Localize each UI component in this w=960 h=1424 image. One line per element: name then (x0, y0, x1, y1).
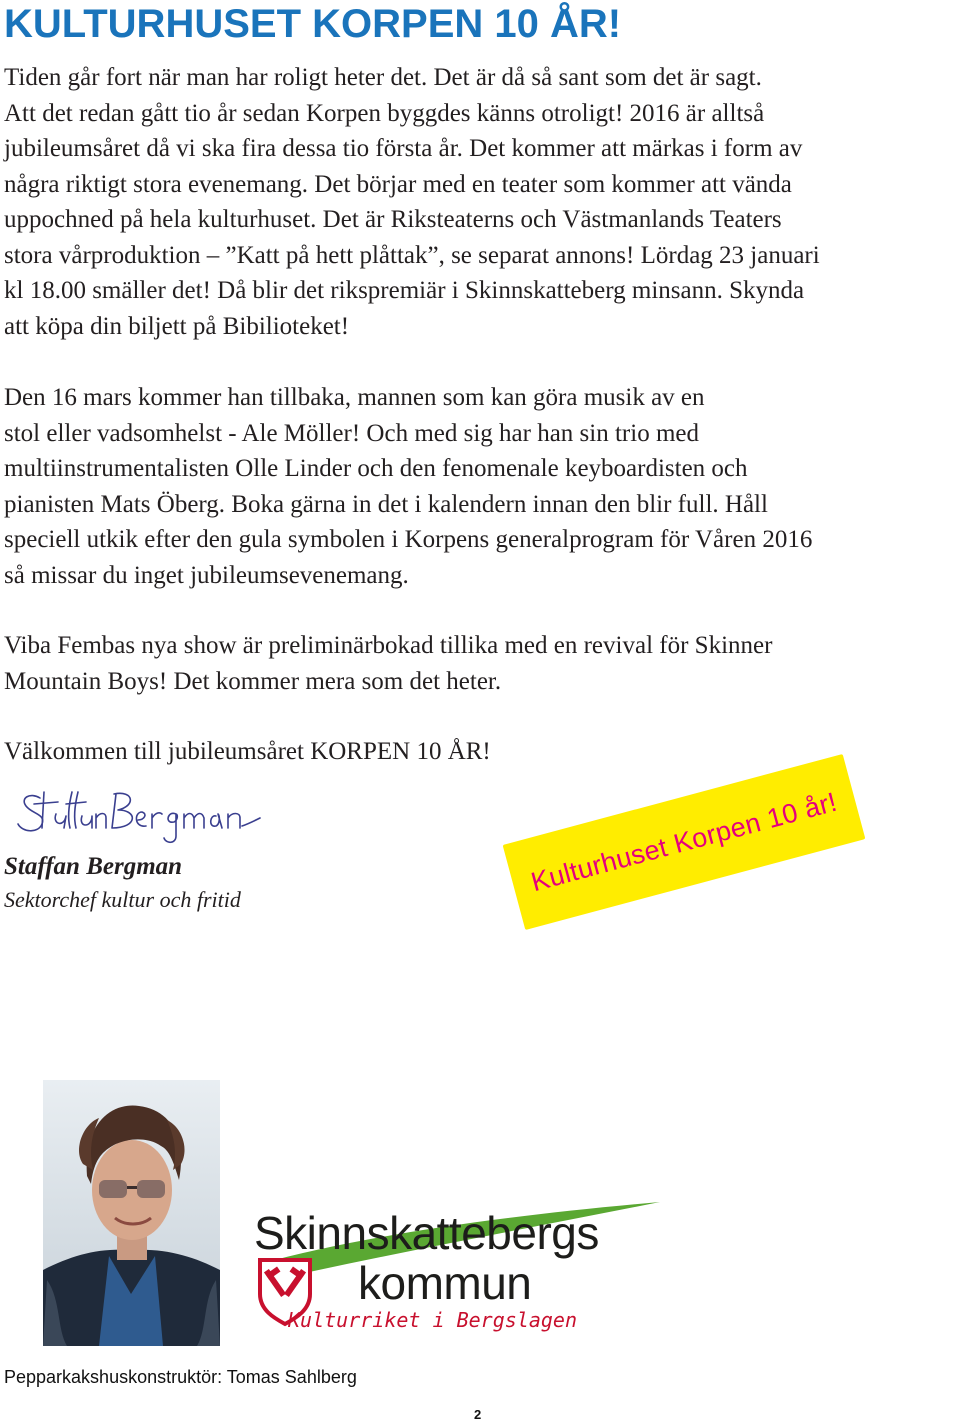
text-line: så missar du inget jubileumsevenemang. (4, 561, 409, 589)
page-title: KULTURHUSET KORPEN 10 ÅR! (4, 2, 622, 46)
logo-tagline: Kulturriket i Bergslagen (288, 1308, 577, 1332)
signatory-name: Staffan Bergman (4, 853, 183, 880)
portrait-photo (43, 1080, 220, 1346)
text-line: pianisten Mats Öberg. Boka gärna in det i kalendern innan den blir full. Håll (4, 490, 768, 518)
text-line: multiinstrumentalisten Olle Linder och den fenomenale keyboardisten och (4, 455, 748, 482)
text-line: Välkommen till jubileumsåret KORPEN 10 ÅR! (4, 738, 491, 765)
text-line: stora vårproduktion – ”Katt på hett plåttak”, se separat annons! Lördag 23 januari (4, 241, 820, 269)
body-paragraph-concert (4, 380, 812, 593)
text-line: Tiden går fort när man har roligt heter det. Det är då så sant som det är sagt. (4, 64, 762, 91)
photo-caption: Pepparkakshuskonstruktör: Tomas Sahlberg (4, 1367, 357, 1387)
text-line: jubileumsåret då vi ska fira dessa tio första år. Det kommer att märkas i form av (4, 135, 803, 162)
body-paragraph-show (4, 628, 772, 699)
text-line: speciell utkik efter den gula symbolen i Korpens generalprogram för Våren 2016 (4, 526, 813, 553)
page-number: 2 (474, 1407, 482, 1422)
text-line: Att det redan gått tio år sedan Korpen byggdes känns otroligt! 2016 är alltså (4, 99, 765, 127)
text-line: uppochned på hela kulturhuset. Det är Riksteaterns och Västmanlands Teaters (4, 206, 782, 233)
signatory-title: Sektorchef kultur och fritid (4, 887, 241, 912)
text-line: att köpa din biljett på Bibilioteket! (4, 312, 350, 340)
text-line: några riktigt stora evenemang. Det börjar med en teater som kommer att vända (4, 170, 792, 198)
handwritten-signature (12, 784, 262, 848)
text-line: stol eller vadsomhelst - Ale Möller! Och med sig har han sin trio med (4, 419, 699, 447)
text-line: Viba Fembas nya show är preliminärbokad tillika med en revival för Skinner (4, 632, 773, 659)
text-line: Den 16 mars kommer han tillbaka, mannen som kan göra musik av en (4, 384, 705, 411)
municipality-logo (240, 1196, 670, 1346)
sticker-text: Kulturhuset Korpen 10 år! (527, 786, 840, 897)
anniversary-sticker (503, 754, 866, 930)
text-line: kl 18.00 smäller det! Då blir det rikspremiär i Skinnskatteberg minsann. Skynda (4, 277, 805, 304)
logo-name-line2: kommun (358, 1257, 532, 1309)
logo-name-line1: Skinnskattebergs (254, 1207, 599, 1259)
body-paragraph-theater (4, 60, 820, 344)
body-paragraph-welcome (4, 734, 491, 770)
text-line: Mountain Boys! Det kommer mera som det heter. (4, 667, 502, 695)
